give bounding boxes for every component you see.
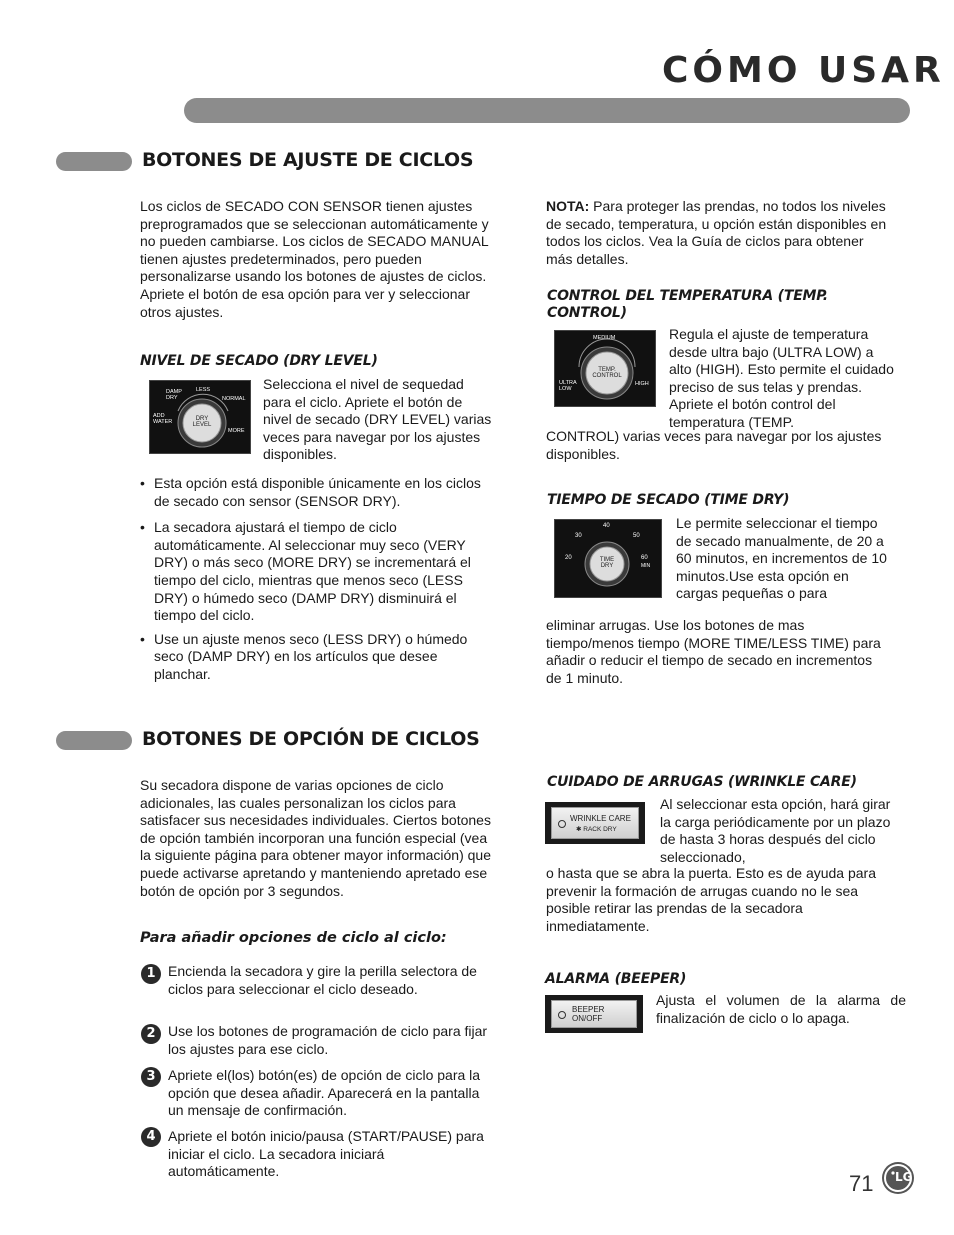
dry-level-bullets (140, 475, 492, 684)
button-face (551, 1000, 637, 1028)
temp-control-knob-image (554, 330, 656, 407)
step-text: Encienda la secadora y gire la perilla selectora de ciclos para seleccionar el ciclo deseado. (168, 963, 477, 997)
dry-level-text: Selecciona el nivel de sequedad para el ciclo. Apriete el botón de nivel de secado (DRY LEVEL) varias veces para navegar por los ajustes disponibles. (263, 376, 492, 463)
step-number: 3 (141, 1067, 161, 1087)
lg-logo (882, 1162, 914, 1194)
knob-label-more: MORE (228, 428, 245, 434)
knob-label-add-water: ADD WATER (153, 413, 173, 425)
lg-logo-text: LG (895, 1170, 913, 1184)
beeper-button-image (545, 995, 643, 1033)
temp-knob-label: TEMP. CONTROL (592, 367, 622, 379)
header-bar (184, 98, 910, 123)
note-paragraph (546, 198, 891, 268)
step-text: Apriete el botón inicio/pausa (START/PAUSE) para iniciar el ciclo. La secadora iniciará automáticamente. (168, 1128, 484, 1180)
knob-label-damp-dry: DAMP DRY (166, 389, 182, 401)
beeper-label: BEEPER (572, 1005, 605, 1014)
bullet-item: • Use un ajuste menos seco (LESS DRY) o húmedo seco (DAMP DRY) en los artículos que desee planchar. (140, 631, 492, 684)
wrinkle-care-label: WRINKLE CARE (570, 814, 631, 823)
bullet-item: • Esta opción está disponible únicamente en los ciclos de secado con sensor (SENSOR DRY). (140, 475, 492, 510)
wrinkle-care-text-cont: o hasta que se abra la puerta. Esto es de ayuda para prevenir la formación de arrugas cuando no le sea posible retirar las prendas de la secadora inmediatamente. (546, 865, 877, 934)
dry-level-heading: NIVEL DE SECADO (DRY LEVEL) (140, 353, 378, 369)
knob-label-50: 50 (633, 533, 640, 539)
wrinkle-care-heading: CUIDADO DE ARRUGAS (WRINKLE CARE) (547, 774, 857, 790)
beeper-heading: ALARMA (BEEPER) (545, 971, 687, 987)
section-heading-cycle-settings: BOTONES DE AJUSTE DE CICLOS (142, 149, 474, 171)
cycle-settings-intro: Los ciclos de SECADO CON SENSOR tienen ajustes preprogramados que se seleccionan automáticamente y no pueden cambiarse. Los ciclos de SECADO MANUAL tienen ajustes predeterminados, pero pueden personalizarse usando los botones de ajustes de ciclos. Apriete el botón de esa opción para ver y seleccionar otros ajustes. (140, 198, 489, 320)
page-number: 71 (849, 1171, 874, 1196)
time-dry-text-cont: eliminar arrugas. Use los botones de mas tiempo/menos tiempo (MORE TIME/LESS TIME) para añadir o reducir el tiempo de secado en incrementos de 1 minuto. (546, 617, 881, 686)
knob-label-30: 30 (575, 533, 582, 539)
time-dry-knob-image (554, 519, 662, 598)
dry-level-knob-image (149, 380, 251, 454)
time-dry-text: Le permite seleccionar el tiempo de secado manualmente, de 20 a 60 minutos, en incrementos de 10 minutos.Use esta opción en cargas pequeñas o para (676, 515, 887, 602)
note-label: NOTA: (546, 198, 590, 214)
knob-label-medium: MEDIUM (593, 335, 616, 341)
knob-label-ultra-low: ULTRA LOW (559, 380, 577, 392)
wrinkle-care-text: Al seleccionar esta opción, hará girar la carga periódicamente por un plazo de hasta 3 horas después del ciclo seleccionado, (660, 796, 891, 865)
knob-label-20: 20 (565, 555, 572, 561)
rack-dry-label: ✱ RACK DRY (576, 826, 617, 833)
steps-heading: Para añadir opciones de ciclo al ciclo: (140, 930, 447, 946)
knob-label-high: HIGH (635, 381, 649, 387)
dry-level-knob-label: DRY LEVEL (192, 416, 212, 428)
step-number: 4 (141, 1127, 161, 1147)
button-face (551, 807, 639, 839)
step-number: 2 (141, 1024, 161, 1044)
beeper-text: Ajusta el volumen de la alarma de finalización de ciclo o lo apaga. (656, 992, 906, 1026)
knob-label-less: LESS (196, 387, 211, 393)
time-dry-heading: TIEMPO DE SECADO (TIME DRY) (547, 492, 790, 508)
section-marker (56, 731, 132, 750)
note-text: Para proteger las prendas, no todos los niveles de secado, temperatura, u opción están disponibles en todos los ciclos. Vea la Guía de ciclos para obtener más detalles. (546, 198, 887, 267)
section-heading-cycle-options: BOTONES DE OPCIÓN DE CICLOS (142, 728, 480, 750)
beeper-onoff-label: ON/OFF (572, 1014, 603, 1023)
wrinkle-care-button-image (545, 802, 645, 844)
temp-control-text-cont: CONTROL) varias veces para navegar por los ajustes disponibles. (546, 428, 882, 462)
cycle-options-intro: Su secadora dispone de varias opciones de ciclo adicionales, las cuales personalizan los ciclos para satisfacer sus necesidades individuales. Ciertos botones de opción también incorporan una función especial (vea la siguiente página para obtener mayor información) que puede activarse apretando y manteniendo apretado ese botón de opción por 3 segundos. (140, 777, 491, 899)
bullet-item: • La secadora ajustará el tiempo de ciclo automáticamente. Al seleccionar muy seco (VERY DRY) o más seco (MORE DRY) se incrementará el tiempo del ciclo, mientras que menos seco (LESS DRY) o húmedo seco (DAMP DRY) disminuirá el tiempo del ciclo. (140, 519, 492, 625)
page-title: CÓMO USAR (662, 50, 945, 91)
time-knob-label: TIME DRY (599, 557, 615, 569)
step-text: Apriete el(los) botón(es) de opción de ciclo para la opción que desea añadir. Aparecerá en la pantalla un mensaje de confirmación. (168, 1067, 481, 1119)
knob-label-min: MIN (641, 563, 651, 569)
knob-label-normal: NORMAL (222, 396, 246, 402)
step-number: 1 (141, 964, 161, 984)
temp-control-text: Regula el ajuste de temperatura desde ultra bajo (ULTRA LOW) a alto (HIGH). Esto permite el cuidado preciso de sus telas y prendas. Apriete el botón control del temperatura (TEMP. (669, 326, 894, 430)
knob-label-40: 40 (603, 523, 610, 529)
knob-label-60: 60 (641, 555, 648, 561)
section-marker (56, 152, 132, 171)
step-text: Use los botones de programación de ciclo para fijar los ajustes para ese ciclo. (168, 1023, 488, 1057)
temp-control-heading: CONTROL DEL TEMPERATURA (TEMP. CONTROL) (547, 288, 828, 321)
